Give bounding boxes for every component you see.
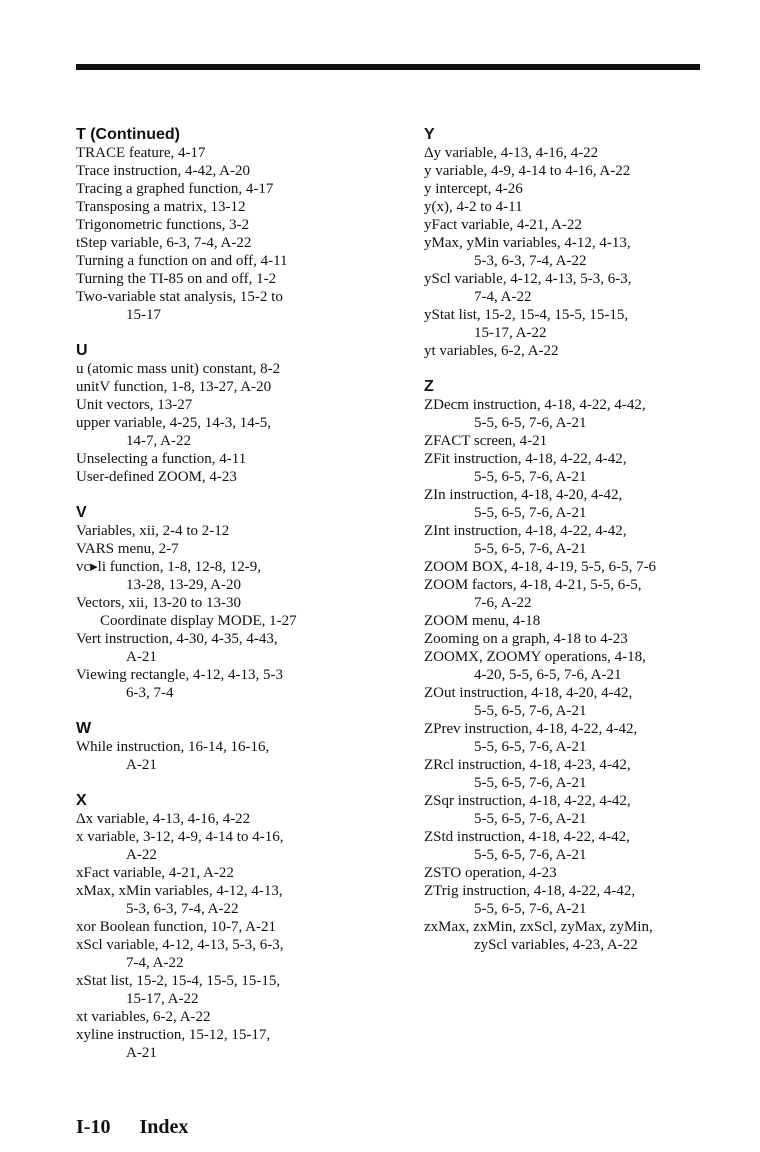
section-gap xyxy=(76,486,376,504)
index-entry: Tracing a graphed function, 4-17 xyxy=(76,181,274,197)
index-entry-continuation: 15-17 xyxy=(126,307,161,323)
index-entry-continuation: 7-4, A-22 xyxy=(474,289,532,305)
section-title: Index xyxy=(139,1116,189,1138)
index-entry: Variables, xii, 2-4 to 2-12 xyxy=(76,523,230,539)
index-entry: ZFit instruction, 4-18, 4-22, 4-42, xyxy=(424,451,627,467)
index-entry: Viewing rectangle, 4-12, 4-13, 5-3 xyxy=(76,667,283,683)
index-entry: yScl variable, 4-12, 4-13, 5-3, 6-3, xyxy=(424,271,632,287)
index-entry: ZSTO operation, 4-23 xyxy=(424,865,557,881)
section-gap xyxy=(424,360,724,378)
index-entry: ZOOM BOX, 4-18, 4-19, 5-5, 6-5, 7-6 xyxy=(424,559,657,575)
index-entry: Unit vectors, 13-27 xyxy=(76,397,193,413)
index-entry: Δy variable, 4-13, 4-16, 4-22 xyxy=(424,145,599,161)
index-column-right xyxy=(424,126,724,954)
index-entry: VARS menu, 2-7 xyxy=(76,541,179,557)
index-entry-continuation: 5-5, 6-5, 7-6, A-21 xyxy=(474,415,587,431)
index-entry: ZOut instruction, 4-18, 4-20, 4-42, xyxy=(424,685,633,701)
index-entry-continuation: A-21 xyxy=(126,1045,157,1061)
index-entry-continuation: 5-5, 6-5, 7-6, A-21 xyxy=(474,505,587,521)
index-entry: Trace instruction, 4-42, A-20 xyxy=(76,163,251,179)
index-entry: xStat list, 15-2, 15-4, 15-5, 15-15, xyxy=(76,973,281,989)
index-entry-continuation: 5-5, 6-5, 7-6, A-21 xyxy=(474,739,587,755)
index-entry: xMax, xMin variables, 4-12, 4-13, xyxy=(76,883,283,899)
index-entry: While instruction, 16-14, 16-16, xyxy=(76,739,270,755)
index-entry: ZOOM factors, 4-18, 4-21, 5-5, 6-5, xyxy=(424,577,642,593)
index-entry-continuation: 5-5, 6-5, 7-6, A-21 xyxy=(474,775,587,791)
index-entry: xt variables, 6-2, A-22 xyxy=(76,1009,211,1025)
index-entry-continuation: 7-4, A-22 xyxy=(126,955,184,971)
index-letter-heading: W xyxy=(76,720,92,737)
index-entry: ZIn instruction, 4-18, 4-20, 4-42, xyxy=(424,487,623,503)
index-entry: xScl variable, 4-12, 4-13, 5-3, 6-3, xyxy=(76,937,284,953)
index-entry: ZOOMX, ZOOMY operations, 4-18, xyxy=(424,649,646,665)
index-column-left xyxy=(76,126,376,1062)
index-entry: yMax, yMin variables, 4-12, 4-13, xyxy=(424,235,631,251)
index-letter-heading: U xyxy=(76,342,88,359)
index-entry: Two-variable stat analysis, 15-2 to xyxy=(76,289,283,305)
index-entry: Trigonometric functions, 3-2 xyxy=(76,217,250,233)
index-entry: ZRcl instruction, 4-18, 4-23, 4-42, xyxy=(424,757,631,773)
index-entry: ZDecm instruction, 4-18, 4-22, 4-42, xyxy=(424,397,646,413)
index-entry: xor Boolean function, 10-7, A-21 xyxy=(76,919,276,935)
index-entry: x variable, 3-12, 4-9, 4-14 to 4-16, xyxy=(76,829,284,845)
index-entry: u (atomic mass unit) constant, 8-2 xyxy=(76,361,281,377)
index-entry-continuation: 15-17, A-22 xyxy=(474,325,547,341)
index-entry: Transposing a matrix, 13-12 xyxy=(76,199,246,215)
index-entry: Unselecting a function, 4-11 xyxy=(76,451,247,467)
index-entry: TRACE feature, 4-17 xyxy=(76,145,206,161)
index-entry: ZInt instruction, 4-18, 4-22, 4-42, xyxy=(424,523,627,539)
index-entry: yt variables, 6-2, A-22 xyxy=(424,343,559,359)
page-number: I-10 xyxy=(76,1116,111,1138)
section-gap xyxy=(76,702,376,720)
index-entry-continuation: 7-6, A-22 xyxy=(474,595,532,611)
section-gap xyxy=(76,774,376,792)
index-entry-continuation: 5-5, 6-5, 7-6, A-21 xyxy=(474,541,587,557)
section-gap xyxy=(76,324,376,342)
index-entry: ZSqr instruction, 4-18, 4-22, 4-42, xyxy=(424,793,631,809)
index-entry-continuation: 5-5, 6-5, 7-6, A-21 xyxy=(474,703,587,719)
index-entry: xyline instruction, 15-12, 15-17, xyxy=(76,1027,271,1043)
index-letter-heading: T (Continued) xyxy=(76,126,180,143)
index-entry: y(x), 4-2 to 4-11 xyxy=(424,199,523,215)
index-entry: Vectors, xii, 13-20 to 13-30 xyxy=(76,595,241,611)
index-entry: unitV function, 1-8, 13-27, A-20 xyxy=(76,379,272,395)
index-entry-continuation: 5-5, 6-5, 7-6, A-21 xyxy=(474,901,587,917)
index-entry: ZOOM menu, 4-18 xyxy=(424,613,541,629)
index-letter-heading: V xyxy=(76,504,87,521)
index-entry: Δx variable, 4-13, 4-16, 4-22 xyxy=(76,811,251,827)
index-entry: yStat list, 15-2, 15-4, 15-5, 15-15, xyxy=(424,307,629,323)
index-entry: zxMax, zxMin, zxScl, zyMax, zyMin, xyxy=(424,919,653,935)
top-rule xyxy=(76,64,700,70)
index-entry-continuation: zyScl variables, 4-23, A-22 xyxy=(474,937,638,953)
index-entry: upper variable, 4-25, 14-3, 14-5, xyxy=(76,415,271,431)
index-entry-continuation: A-21 xyxy=(126,649,157,665)
index-entry: User-defined ZOOM, 4-23 xyxy=(76,469,237,485)
index-entry: vc▸li function, 1-8, 12-8, 12-9, xyxy=(76,559,261,575)
index-entry: ZFACT screen, 4-21 xyxy=(424,433,548,449)
index-entry: xFact variable, 4-21, A-22 xyxy=(76,865,234,881)
index-entry: ZTrig instruction, 4-18, 4-22, 4-42, xyxy=(424,883,636,899)
index-entry-continuation: 5-3, 6-3, 7-4, A-22 xyxy=(474,253,587,269)
index-entry: Turning a function on and off, 4-11 xyxy=(76,253,288,269)
index-entry: y intercept, 4-26 xyxy=(424,181,523,197)
index-entry-continuation: 6-3, 7-4 xyxy=(126,685,174,701)
index-entry-continuation: 5-5, 6-5, 7-6, A-21 xyxy=(474,811,587,827)
index-entry: Zooming on a graph, 4-18 to 4-23 xyxy=(424,631,628,647)
index-entry: yFact variable, 4-21, A-22 xyxy=(424,217,582,233)
index-letter-heading: Z xyxy=(424,378,434,395)
index-entry-continuation: Coordinate display MODE, 1-27 xyxy=(100,613,297,629)
index-entry: ZPrev instruction, 4-18, 4-22, 4-42, xyxy=(424,721,638,737)
index-entry-continuation: 13-28, 13-29, A-20 xyxy=(126,577,241,593)
index-entry-continuation: A-21 xyxy=(126,757,157,773)
index-entry-continuation: 5-5, 6-5, 7-6, A-21 xyxy=(474,847,587,863)
index-entry-continuation: 5-5, 6-5, 7-6, A-21 xyxy=(474,469,587,485)
index-entry: y variable, 4-9, 4-14 to 4-16, A-22 xyxy=(424,163,631,179)
index-entry: tStep variable, 6-3, 7-4, A-22 xyxy=(76,235,252,251)
index-entry-continuation: 14-7, A-22 xyxy=(126,433,191,449)
index-entry-continuation: 5-3, 6-3, 7-4, A-22 xyxy=(126,901,239,917)
index-entry: Turning the TI-85 on and off, 1-2 xyxy=(76,271,277,287)
index-entry: ZStd instruction, 4-18, 4-22, 4-42, xyxy=(424,829,630,845)
index-letter-heading: X xyxy=(76,792,87,809)
page-footer xyxy=(76,1116,212,1139)
index-entry-continuation: A-22 xyxy=(126,847,157,863)
index-entry-continuation: 4-20, 5-5, 6-5, 7-6, A-21 xyxy=(474,667,622,683)
index-entry-continuation: 15-17, A-22 xyxy=(126,991,199,1007)
index-letter-heading: Y xyxy=(424,126,435,143)
index-entry: Vert instruction, 4-30, 4-35, 4-43, xyxy=(76,631,278,647)
